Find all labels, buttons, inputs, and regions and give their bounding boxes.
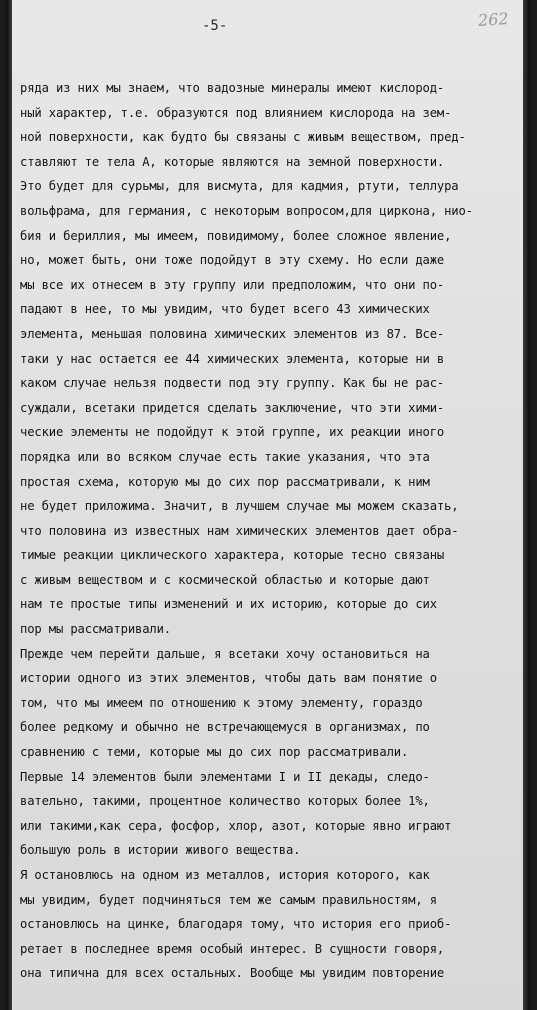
text-line: вольфрама, для германия, с некоторым вопросом,для циркона, нио- bbox=[20, 203, 473, 218]
text-line: ряда из них мы знаем, что вадозные минералы имеют кислород- bbox=[20, 81, 445, 95]
text-line: остановлюсь на цинке, благодаря тому, что история его приоб- bbox=[20, 917, 452, 932]
text-line: бия и бериллия, мы имеем, повидимому, более сложное явление, bbox=[20, 228, 452, 243]
text-line: истории одного из этих элементов, чтобы дать вам понятие о bbox=[20, 671, 437, 686]
text-line: мы все их отнесем в эту группу или предположим, что они по- bbox=[20, 277, 445, 292]
text-line: том, что мы имеем по отношению к этому элементу, гораздо bbox=[20, 695, 423, 710]
text-line: ный характер, т.е. образуются под влиянием кислорода на зем- bbox=[20, 105, 452, 120]
text-line: с живым веществом и с космической областью и которые дают bbox=[20, 572, 430, 587]
text-line: мы увидим, будет подчиняться тем же самым правильностям, я bbox=[20, 892, 437, 907]
text-line: не будет приложима. Значит, в лучшем случае мы можем сказать, bbox=[20, 499, 459, 514]
text-line: более редкому и обычно не встречающемуся в организмах, по bbox=[20, 720, 430, 735]
text-line: большую роль в истории живого вещества. bbox=[20, 843, 301, 858]
text-line: тимые реакции циклического характера, которые тесно связаны bbox=[20, 548, 445, 563]
text-line: или такими,как сера, фосфор, хлор, азот, которые явно играют bbox=[20, 818, 452, 833]
text-line: вательно, такими, процентное количество которых более 1%, bbox=[20, 794, 430, 809]
text-line: элемента, меньшая половина химических элементов из 87. Все- bbox=[20, 326, 445, 341]
text-line: простая схема, которую мы до сих пор рассматривали, к ним bbox=[20, 474, 430, 489]
text-line: таки у нас остается ее 44 химических элемента, которые ни в bbox=[20, 351, 445, 366]
text-line: она типична для всех остальных. Вообще мы увидим повторение bbox=[20, 966, 445, 981]
text-line: ческие элементы не подойдут к этой группе, их реакции иного bbox=[20, 425, 445, 440]
document-page bbox=[6, 0, 530, 1010]
text-line: ставляют те тела А, которые являются на земной поверхности. bbox=[20, 154, 445, 169]
text-line: порядка или во всяком случае есть такие указания, что эта bbox=[20, 449, 430, 464]
text-line: ретает в последнее время особый интерес. В сущности говоря, bbox=[20, 941, 445, 956]
typed-body-text bbox=[20, 76, 520, 986]
archive-page-number: 262 bbox=[477, 8, 510, 31]
text-line: Я остановлюсь на одном из металлов, история которого, как bbox=[20, 868, 430, 882]
text-line: суждали, всетаки придется сделать заключение, что эти хими- bbox=[20, 400, 445, 415]
text-line: что половина из известных нам химических элементов дает обра- bbox=[20, 523, 459, 538]
text-line: сравнению с теми, которые мы до сих пор рассматривали. bbox=[20, 745, 409, 760]
text-line: нам те простые типы изменений и их историю, которые до сих bbox=[20, 597, 437, 612]
text-line: Первые 14 элементов были элементами I и II декады, следо- bbox=[20, 769, 430, 784]
text-line: Прежде чем перейти дальше, я всетаки хочу остановиться на bbox=[20, 646, 430, 661]
scan-edge-left bbox=[6, 0, 12, 1010]
text-line: падают в нее, то мы увидим, что будет всего 43 химических bbox=[20, 302, 430, 317]
text-line: Это будет для сурьмы, для висмута, для кадмия, ртути, теллура bbox=[20, 179, 459, 194]
text-line: каком случае нельзя подвести под эту группу. Как бы не рас- bbox=[20, 376, 445, 391]
text-line: но, может быть, они тоже подойдут в эту схему. Но если даже bbox=[20, 253, 445, 268]
page-number: -5- bbox=[202, 18, 228, 34]
text-line: ной поверхности, как будто бы связаны с живым веществом, пред- bbox=[20, 130, 466, 145]
text-line: пор мы рассматривали. bbox=[20, 622, 171, 637]
scan-edge-right bbox=[523, 0, 530, 1010]
